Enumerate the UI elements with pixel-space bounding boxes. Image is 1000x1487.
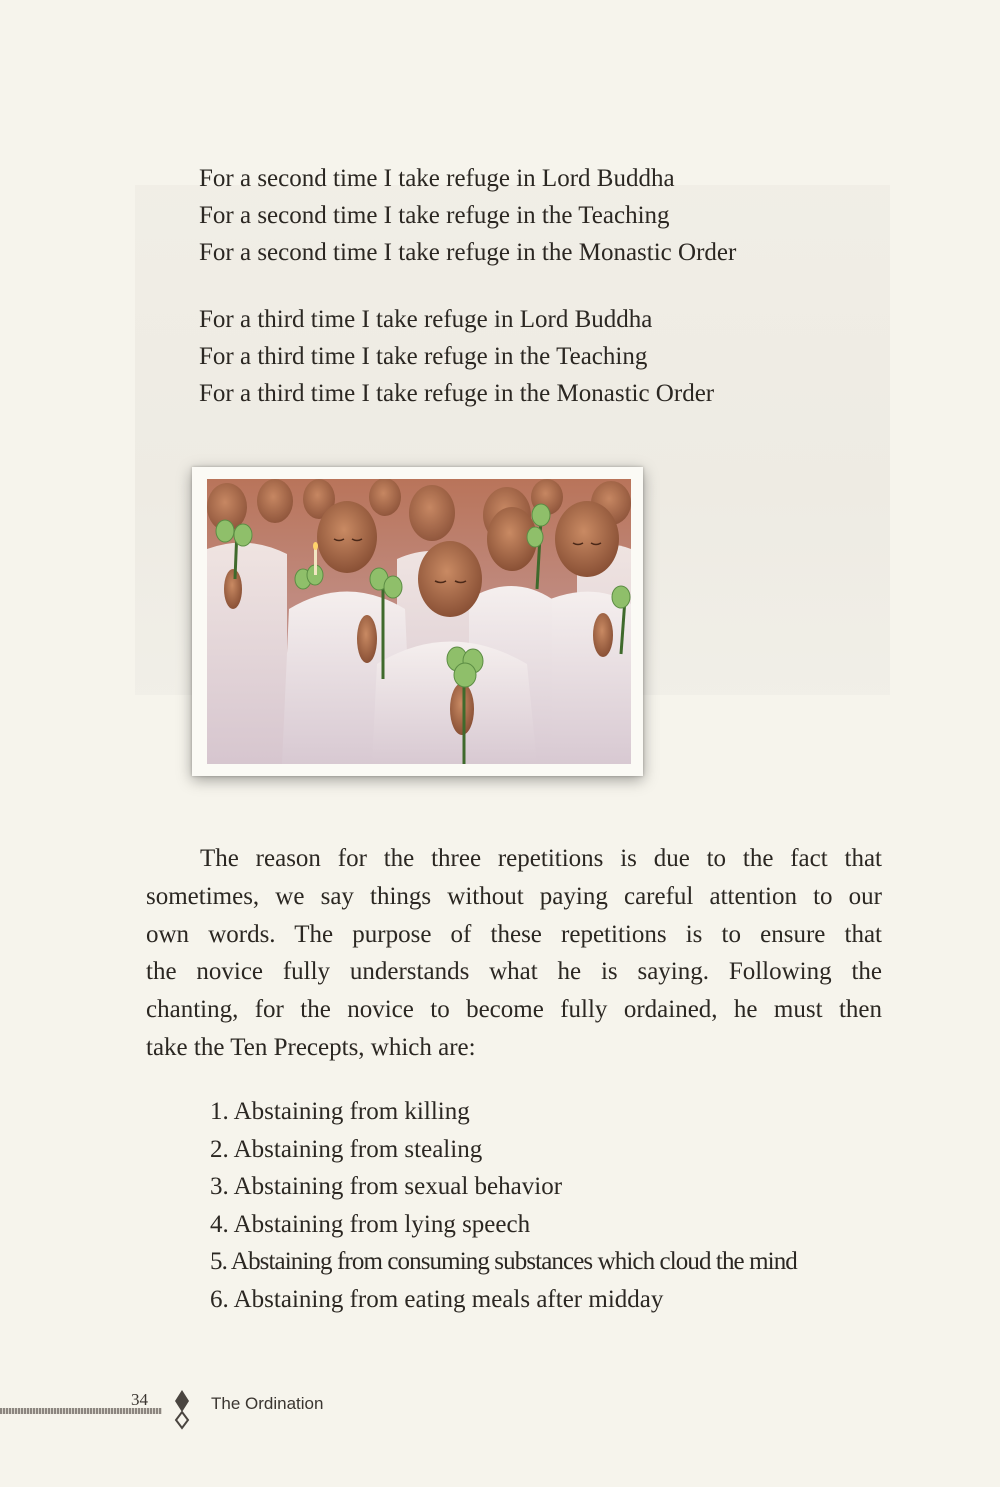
photo-frame xyxy=(192,467,643,776)
precept-item: 5. Abstaining from consuming substances which cloud the mind xyxy=(210,1248,797,1275)
precepts-list xyxy=(210,1093,797,1318)
page-number: 34 xyxy=(131,1390,148,1409)
refuge-line: For a second time I take refuge in the Monastic Order xyxy=(199,239,737,266)
refuge-line: For a second time I take refuge in Lord Buddha xyxy=(199,165,675,192)
precept-item: 1. Abstaining from killing xyxy=(210,1098,470,1125)
section-title: The Ordination xyxy=(211,1394,324,1413)
precept-item: 4. Abstaining from lying speech xyxy=(210,1210,531,1238)
explanation-paragraph xyxy=(146,840,882,1067)
refuge-line: For a third time I take refuge in the Teaching xyxy=(199,343,648,370)
novices-illustration xyxy=(207,479,631,764)
refuge-line: For a third time I take refuge in the Monastic Order xyxy=(199,380,715,407)
refuge-stanza-second xyxy=(199,160,736,271)
novices-photo xyxy=(207,479,631,764)
paragraph-line: sometimes, we say things without paying careful attention to our xyxy=(146,882,882,910)
page-footer xyxy=(0,1388,1000,1438)
paragraph-line: chanting, for the novice to become fully ordained, he must then xyxy=(146,996,882,1024)
paragraph-line: own words. The purpose of these repetitions is to ensure that xyxy=(146,920,882,948)
paragraph-line: take the Ten Precepts, which are: xyxy=(146,1033,476,1061)
precept-item: 3. Abstaining from sexual behavior xyxy=(210,1173,563,1200)
refuge-stanza-third xyxy=(199,301,714,412)
refuge-line: For a second time I take refuge in the Teaching xyxy=(199,202,670,229)
paragraph-line: the novice fully understands what he is saying. Following the xyxy=(146,958,882,986)
precept-item: 2. Abstaining from stealing xyxy=(210,1135,483,1163)
diamond-ornament-icon xyxy=(172,1390,192,1435)
paragraph-line: The reason for the three repetitions is due to the fact that xyxy=(200,845,882,872)
refuge-line: For a third time I take refuge in Lord Buddha xyxy=(199,306,653,333)
precept-item: 6. Abstaining from eating meals after midday xyxy=(210,1285,664,1313)
